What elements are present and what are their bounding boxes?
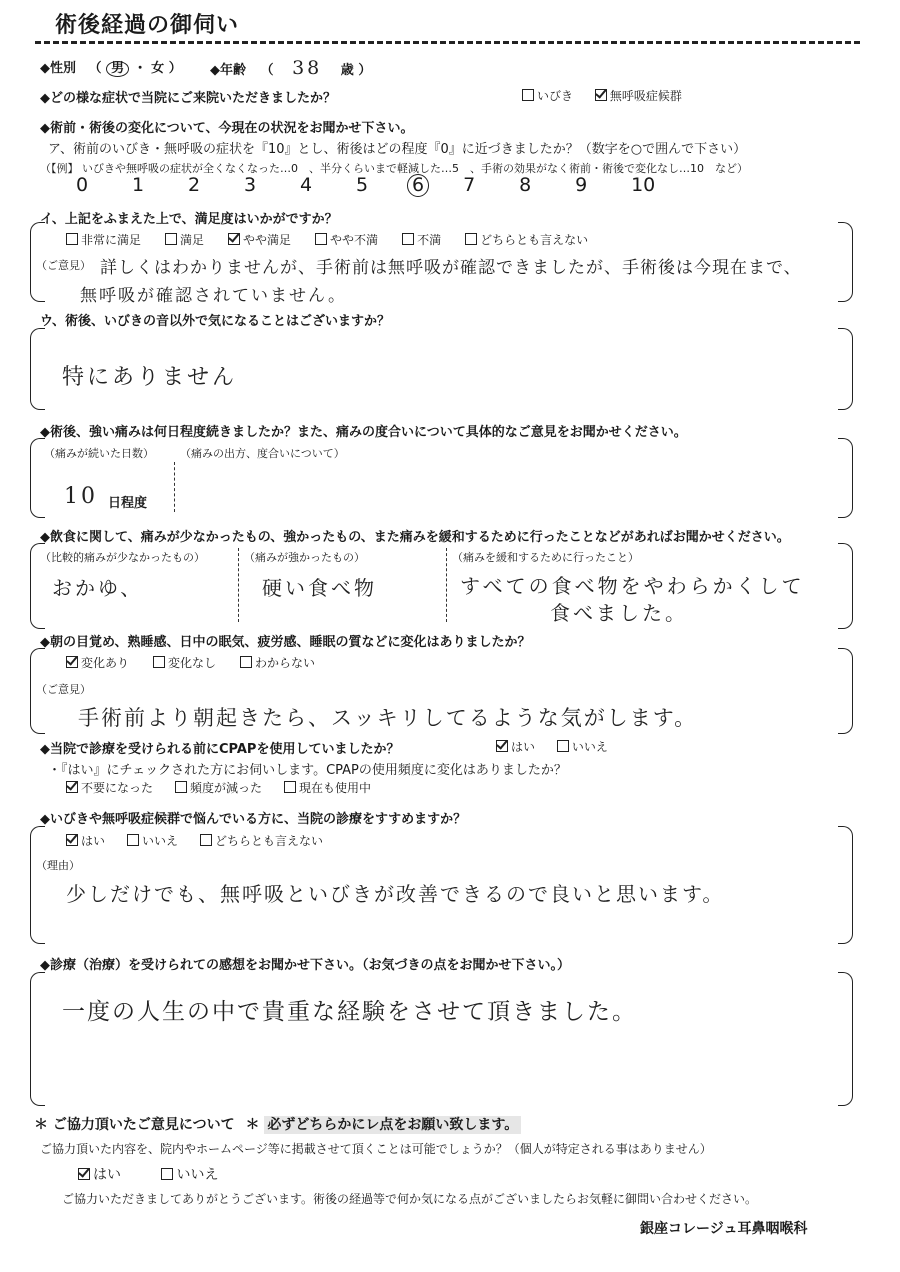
checkbox-icon[interactable] xyxy=(240,656,252,668)
footer-permission-options xyxy=(78,1164,236,1184)
recommend-bracket-right xyxy=(838,826,853,944)
recommend-options xyxy=(66,832,345,849)
change-example: （【例】 いびきや無呼吸の症状が全くなくなった…0 、半分くらいまで軽減した…5 、手術の効果がなく術前・術後で変化なし…10 など） xyxy=(40,162,748,175)
cpap-sub-option-label: 不要になった xyxy=(81,781,154,795)
scale-number-5[interactable]: 5 xyxy=(356,174,369,196)
satisfaction-option-label: どちらとも言えない xyxy=(480,233,589,247)
satisfaction-option-label: 満足 xyxy=(180,233,205,247)
impression-answer[interactable]: 一度の人生の中で貴重な経験をさせて頂きました。 xyxy=(62,999,637,1025)
cpap-option-no[interactable]: いいえ xyxy=(557,738,608,755)
satisfaction-option-1[interactable] xyxy=(165,231,204,248)
scale-number-6[interactable]: 6 xyxy=(407,174,429,197)
scale-number-0[interactable]: 0 xyxy=(76,174,89,196)
scale-number-9[interactable]: 9 xyxy=(575,174,588,196)
food-bracket-right xyxy=(838,543,853,629)
recommend-option-label: いいえ xyxy=(142,834,179,848)
checkbox-checked-icon[interactable] xyxy=(496,740,508,752)
satisfaction-options xyxy=(66,231,612,248)
cpap-options xyxy=(496,738,626,755)
change-heading: ◆術前・術後の変化について、今現在の状況をお聞かせ下さい。 xyxy=(40,121,414,136)
age-unit: 歳 xyxy=(340,63,354,78)
recommend-option-1[interactable] xyxy=(127,832,178,849)
pain-bracket-left xyxy=(30,438,45,518)
pain-degree-label: （痛みの出方、度合いについて） xyxy=(180,447,345,460)
footer-note-b: 必ずどちらかにレ点をお願い致します。 xyxy=(264,1116,521,1134)
checkbox-icon[interactable] xyxy=(200,834,212,846)
recommend-option-label: どちらとも言えない xyxy=(215,834,324,848)
sex-female-option[interactable]: 女 xyxy=(151,61,165,76)
checkbox-icon[interactable] xyxy=(557,740,569,752)
scale-number-3[interactable]: 3 xyxy=(244,174,257,196)
footer-permission: ご協力頂いた内容を、院内やホームページ等に掲載させて頂くことは可能でしょうか？（個人が特定される事はありません） xyxy=(40,1142,712,1156)
checkbox-icon[interactable] xyxy=(284,781,296,793)
recommend-option-2[interactable] xyxy=(200,832,323,849)
satisfaction-option-label: 不満 xyxy=(417,233,442,247)
satisfaction-option-4[interactable] xyxy=(402,231,441,248)
age-value[interactable]: 38 xyxy=(292,57,323,79)
change-scale xyxy=(76,174,687,197)
satisfaction-option-label: やや満足 xyxy=(243,233,292,247)
cpap-sub-option-2[interactable] xyxy=(284,779,371,796)
pain-divider xyxy=(174,462,175,512)
morning-option-1[interactable] xyxy=(153,654,216,671)
checkbox-icon[interactable] xyxy=(127,834,139,846)
morning-option-label: 変化なし xyxy=(168,656,217,670)
recommend-option-0[interactable] xyxy=(66,832,105,849)
symptom-options xyxy=(522,87,700,104)
sex-row: ◆性別 （ 男 ・ 女 ） xyxy=(40,61,182,76)
cpap-sub-option-label: 現在も使用中 xyxy=(299,781,372,795)
permission-option-no[interactable]: いいえ xyxy=(161,1164,218,1184)
satisfaction-option-3[interactable] xyxy=(315,231,378,248)
pain-bracket-right xyxy=(838,438,853,518)
checkbox-icon[interactable] xyxy=(153,656,165,668)
symptom-question: ◆どの様な症状で当院にご来院いただきましたか？ xyxy=(40,91,336,106)
title-underline xyxy=(35,41,860,44)
satisfaction-comment-line1[interactable]: 詳しくはわかりませんが、手術前は無呼吸が確認できましたが、手術後は今現在まで、 xyxy=(100,258,802,278)
sex-male-option[interactable]: 男 xyxy=(106,61,129,77)
recommend-reason-label: （理由） xyxy=(36,859,80,872)
recommend-reason[interactable]: 少しだけでも、無呼吸といびきが改善できるので良いと思います。 xyxy=(66,882,725,906)
cpap-sub-option-0[interactable] xyxy=(66,779,153,796)
food-question: ◆飲食に関して、痛みが少なかったもの、強かったもの、また痛みを緩和するために行ったことなどがあればお聞かせください。 xyxy=(40,530,790,545)
age-label: ◆年齢 xyxy=(210,63,246,78)
satisfaction-bracket-right xyxy=(838,222,853,302)
footer-note xyxy=(34,1114,521,1134)
sex-label: ◆性別 xyxy=(40,61,76,76)
satisfaction-option-5[interactable] xyxy=(465,231,588,248)
food-col3-line1[interactable]: すべての食べ物をやわらかくして xyxy=(460,574,805,598)
satisfaction-comment-line2[interactable]: 無呼吸が確認されていません。 xyxy=(80,286,348,306)
checkbox-icon[interactable] xyxy=(66,233,78,245)
checkbox-icon[interactable] xyxy=(522,89,534,101)
satisfaction-option-label: やや不満 xyxy=(330,233,379,247)
checkbox-icon[interactable] xyxy=(315,233,327,245)
morning-comment-label: （ご意見） xyxy=(36,683,91,696)
clinic-name: 銀座コレージュ耳鼻咽喉科 xyxy=(640,1221,808,1237)
morning-question: ◆朝の目覚め、熟睡感、日中の眠気、疲労感、睡眠の質などに変化はありましたか？ xyxy=(40,635,531,650)
satisfaction-option-0[interactable] xyxy=(66,231,141,248)
scale-number-7[interactable]: 7 xyxy=(463,174,476,196)
food-col3-label: （痛みを緩和するために行ったこと） xyxy=(452,551,639,564)
asterisk-icon: ＊ xyxy=(34,1117,48,1133)
other-bracket-right xyxy=(838,328,853,410)
satisfaction-question: イ、上記をふまえた上で、満足度はいかがですか？ xyxy=(40,212,338,227)
asterisk-icon: ＊ xyxy=(245,1117,260,1133)
morning-option-2[interactable] xyxy=(240,654,315,671)
food-divider-1 xyxy=(238,548,239,622)
footer-note-a: ご協力頂いたご意見について xyxy=(52,1117,235,1133)
permission-option-yes[interactable]: はい xyxy=(78,1164,121,1184)
impression-question: ◆診療（治療）を受けられての感想をお聞かせ下さい。（お気づきの点をお聞かせ下さい。） xyxy=(40,958,570,973)
food-col2-answer[interactable]: 硬い食べ物 xyxy=(262,576,377,600)
pain-question: ◆術後、強い痛みは何日程度続きましたか？また、痛みの度合いについて具体的なご意見をお聞かせください。 xyxy=(40,425,687,440)
cpap-sub-options xyxy=(66,779,393,796)
checkbox-icon[interactable] xyxy=(175,781,187,793)
page-title: 術後経過の御伺い xyxy=(55,13,240,38)
morning-bracket-right xyxy=(838,648,853,734)
morning-option-0[interactable] xyxy=(66,654,129,671)
pain-days-label: （痛みが続いた日数） xyxy=(44,447,154,460)
checkbox-checked-icon[interactable] xyxy=(595,89,607,101)
checkbox-checked-icon[interactable] xyxy=(228,233,240,245)
footer-thanks: ご協力いただきましてありがとうございます。術後の経過等で何か気になる点がございましたらお気軽に御問い合わせください。 xyxy=(62,1192,758,1206)
food-col2-label: （痛みが強かったもの） xyxy=(244,551,365,564)
checkbox-checked-icon[interactable] xyxy=(78,1168,90,1180)
cpap-sub-option-1[interactable] xyxy=(175,779,262,796)
age-row: ◆年齢 （ 38 歳 ） xyxy=(210,57,372,79)
scale-number-4[interactable]: 4 xyxy=(300,174,313,196)
checkbox-icon[interactable] xyxy=(165,233,177,245)
impression-bracket-right xyxy=(838,972,853,1106)
checkbox-checked-icon[interactable] xyxy=(66,656,78,668)
pain-days-unit: 日程度 xyxy=(108,496,148,511)
other-concern-question: ウ、術後、いびきの音以外で気になることはございますか？ xyxy=(40,314,390,329)
symptom-option-apnea[interactable]: 無呼吸症候群 xyxy=(595,87,682,104)
scale-number-2[interactable]: 2 xyxy=(188,174,201,196)
satisfaction-option-label: 非常に満足 xyxy=(81,233,142,247)
pain-days-value[interactable]: 10 xyxy=(64,484,98,509)
food-col3-line2[interactable]: 食べました。 xyxy=(550,601,688,625)
morning-option-label: 変化あり xyxy=(81,656,130,670)
other-bracket-left xyxy=(30,328,45,410)
impression-bracket-left xyxy=(30,972,45,1106)
cpap-option-yes[interactable]: はい xyxy=(496,738,535,755)
checkbox-checked-icon[interactable] xyxy=(66,834,78,846)
food-col1-label: （比較的痛みが少なかったもの） xyxy=(40,551,205,564)
scale-number-10[interactable]: 10 xyxy=(631,174,656,196)
morning-comment[interactable]: 手術前より朝起きたら、スッキリしてるような気がします。 xyxy=(78,706,698,730)
checkbox-icon[interactable] xyxy=(161,1168,173,1180)
cpap-sub-option-label: 頻度が減った xyxy=(190,781,263,795)
satisfaction-comment-label: （ご意見） xyxy=(36,259,91,272)
morning-options xyxy=(66,654,339,671)
morning-option-label: わからない xyxy=(255,656,316,670)
recommend-option-label: はい xyxy=(81,834,106,848)
food-divider-2 xyxy=(446,548,447,622)
checkbox-icon[interactable] xyxy=(465,233,477,245)
recommend-question: ◆いびきや無呼吸症候群で悩んでいる方に、当院の診療をすすめますか？ xyxy=(40,812,467,827)
scale-number-1[interactable]: 1 xyxy=(132,174,145,196)
symptom-option-snoring[interactable]: いびき xyxy=(522,87,573,104)
change-question-a: ア、術前のいびき・無呼吸の症状を『10』とし、術後はどの程度『0』に近づきましたか？（数字を○で囲んで下さい） xyxy=(48,142,747,157)
recommend-bracket-left xyxy=(30,826,45,944)
food-col1-answer[interactable]: おかゆ、 xyxy=(52,576,144,600)
other-concern-answer[interactable]: 特にありません xyxy=(62,365,238,390)
cpap-sub-question: ・『はい』にチェックされた方にお伺いします。CPAPの使用頻度に変化はありましたか？ xyxy=(48,763,567,778)
cpap-question: ◆当院で診療を受けられる前にCPAPを使用していましたか？ xyxy=(40,742,400,757)
checkbox-checked-icon[interactable] xyxy=(66,781,78,793)
scale-number-8[interactable]: 8 xyxy=(519,174,532,196)
satisfaction-option-2[interactable] xyxy=(228,231,291,248)
checkbox-icon[interactable] xyxy=(402,233,414,245)
